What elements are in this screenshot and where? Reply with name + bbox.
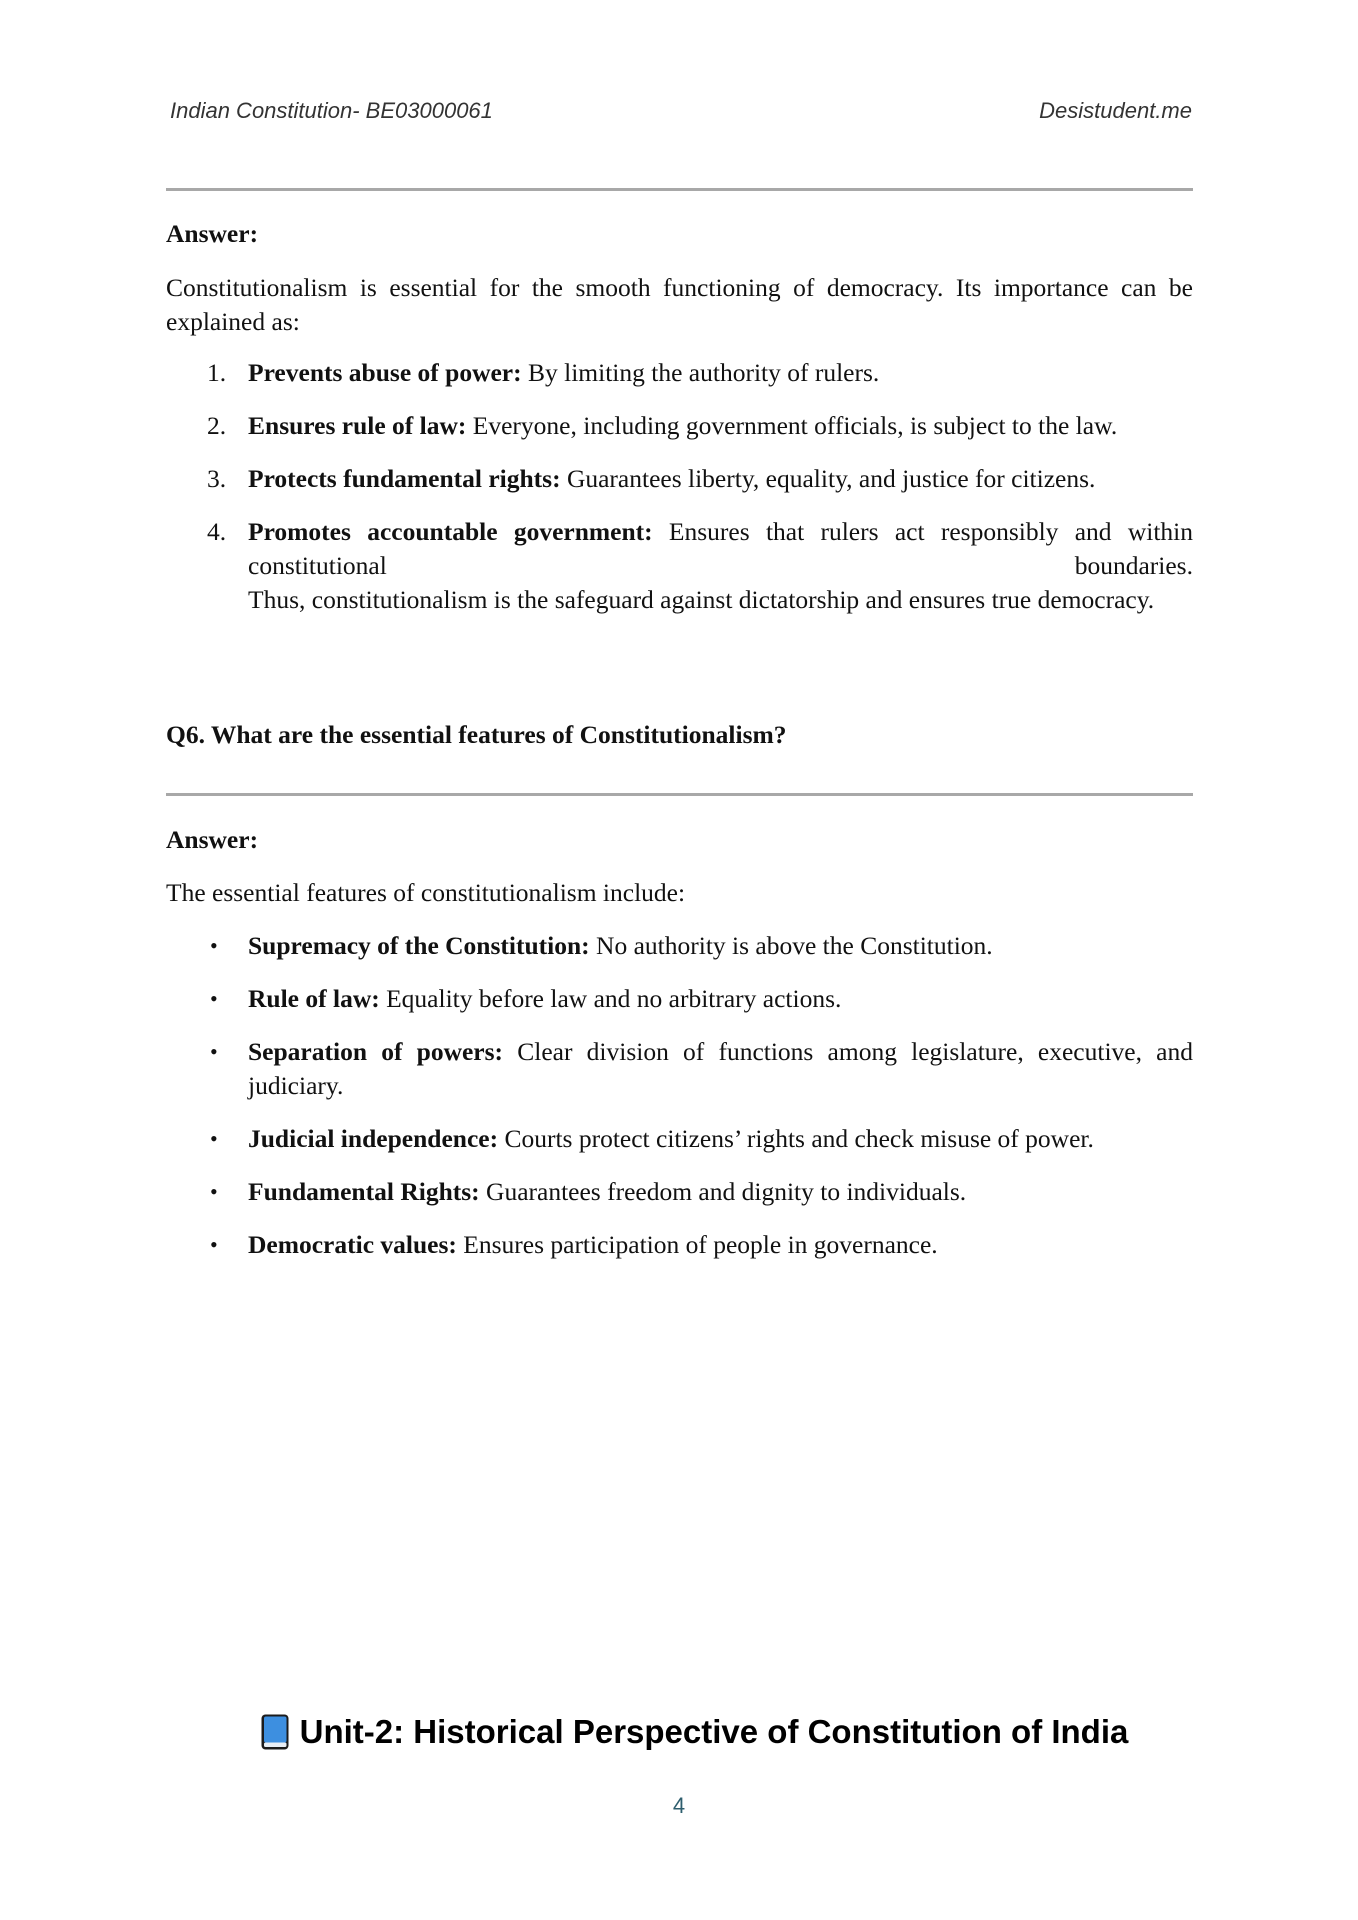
bullet-icon: •: [210, 1039, 218, 1064]
item-term: Promotes accountable government:: [248, 517, 653, 546]
item-term: Democratic values:: [248, 1230, 457, 1259]
item-term: Supremacy of the Constitution:: [248, 931, 590, 960]
page-number: 4: [672, 1793, 686, 1818]
item-text: No authority is above the Constitution.: [589, 931, 993, 960]
item-text: By limiting the authority of rulers.: [521, 358, 880, 387]
bullet-icon: •: [210, 933, 218, 958]
list-number: 4.: [207, 517, 227, 546]
item-text: Ensures participation of people in governance.: [456, 1230, 938, 1259]
answer-label: Answer:: [166, 219, 259, 248]
list-number: 1.: [207, 358, 227, 387]
list-number: 3.: [207, 464, 227, 493]
answer-intro: The essential features of constitutionalism include:: [166, 878, 686, 907]
blue-book-icon: [260, 1713, 290, 1751]
item-text: Clear division of functions among legislature, executive, and judiciary.: [248, 1037, 1193, 1100]
question-heading: Q6. What are the essential features of Constitutionalism?: [166, 720, 787, 749]
header-divider: [166, 188, 1193, 191]
list-number: 2.: [207, 411, 227, 440]
header-course-title: Indian Constitution- BE03000061: [170, 98, 493, 123]
header-site-name: Desistudent.me: [1039, 98, 1192, 123]
answer-conclusion: Thus, constitutionalism is the safeguard against dictatorship and ensures true democracy.: [248, 585, 1155, 614]
item-term: Protects fundamental rights:: [248, 464, 561, 493]
item-text: Guarantees freedom and dignity to individuals.: [479, 1177, 967, 1206]
unit-title: Unit-2: Historical Perspective of Constitution of India: [299, 1713, 1129, 1750]
unit-heading: [0, 1713, 1358, 1759]
item-text: Guarantees liberty, equality, and justice for citizens.: [560, 464, 1096, 493]
item-term: Rule of law:: [248, 984, 380, 1013]
item-term: Separation of powers:: [248, 1037, 504, 1066]
item-text: Ensures that rulers act responsibly and within constitutional boundaries.: [248, 517, 1193, 580]
item-term: Prevents abuse of power:: [248, 358, 522, 387]
item-term: Fundamental Rights:: [248, 1177, 480, 1206]
bullet-icon: •: [210, 1232, 218, 1257]
question-divider: [166, 793, 1193, 796]
bullet-icon: •: [210, 1126, 218, 1151]
bullet-icon: •: [210, 1179, 218, 1204]
item-text: Courts protect citizens’ rights and check misuse of power.: [498, 1124, 1094, 1153]
answer-label: Answer:: [166, 825, 259, 854]
item-term: Ensures rule of law:: [248, 411, 467, 440]
item-text: Equality before law and no arbitrary actions.: [379, 984, 842, 1013]
item-term: Judicial independence:: [248, 1124, 499, 1153]
answer-intro: Constitutionalism is essential for the smooth functioning of democracy. Its importance can be explained as:: [166, 273, 1193, 336]
item-text: Everyone, including government officials, is subject to the law.: [466, 411, 1118, 440]
bullet-icon: •: [210, 986, 218, 1011]
